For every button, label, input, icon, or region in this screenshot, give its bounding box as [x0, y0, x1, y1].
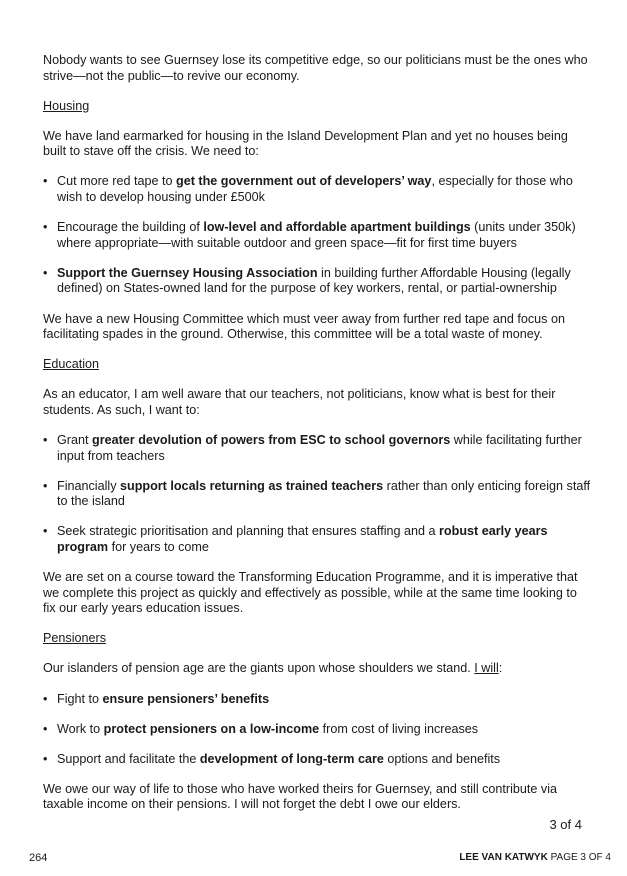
- bullet-icon: •: [43, 265, 48, 280]
- page-indicator: 3 of 4: [549, 817, 582, 832]
- list-item: • Grant greater devolution of powers from ESC to school governors while facilitating further input from teachers: [43, 433, 582, 463]
- housing-bullet-list: [43, 174, 591, 297]
- bullet-icon: •: [43, 721, 48, 736]
- bullet-icon: •: [43, 478, 48, 493]
- housing-heading: Housing: [43, 98, 90, 113]
- list-item: • Fight to ensure pensioners’ benefits: [43, 691, 270, 706]
- education-closing: We are set on a course toward the Transforming Education Programme, and it is imperative that we complete this project as quickly and effectively as possible, while at the same time looking to fix our early years education issues.: [43, 570, 578, 616]
- list-item: • Encourage the building of low-level and affordable apartment buildings (units under 350k) where appropriate—with suitable outdoor and green space—fit for first time buyers: [43, 220, 576, 250]
- housing-closing: We have a new Housing Committee which must veer away from further red tape and focus on facilitating spades in the ground. Otherwise, this committee will be a total waste of money.: [43, 311, 565, 342]
- list-item: • Support the Guernsey Housing Association in building further Affordable Housing (legally defined) on States-owned land for the purpose of key workers, rental, or partial-ownership: [43, 265, 571, 296]
- education-heading: Education: [43, 357, 100, 372]
- list-item: • Work to protect pensioners on a low-income from cost of living increases: [43, 721, 479, 736]
- bullet-icon: •: [43, 433, 48, 447]
- pensioners-bullet-list: [43, 692, 591, 768]
- pensioners-heading: Pensioners: [43, 631, 107, 646]
- bullet-icon: •: [43, 691, 48, 706]
- bullet-icon: •: [43, 220, 48, 235]
- list-item: • Seek strategic prioritisation and planning that ensures staffing and a robust early years program for years to come: [43, 524, 548, 554]
- manifesto-body: [43, 53, 591, 828]
- pensioners-intro: Our islanders of pension age are the giants upon whose shoulders we stand. I will:: [43, 661, 503, 676]
- bullet-icon: •: [43, 524, 48, 539]
- bullet-icon: •: [43, 174, 48, 189]
- footer-author-name: LEE VAN KATWYK: [459, 852, 548, 863]
- pensioners-closing: We owe our way of life to those who have worked theirs for Guernsey, and still contribute via taxable income on their pensions. I will not forget the debt I owe our elders.: [43, 781, 558, 812]
- footer-page-number: 264: [29, 852, 48, 864]
- education-intro: As an educator, I am well aware that our teachers, not politicians, know what is best for their students. As such, I want to:: [43, 387, 556, 417]
- intro-paragraph: Nobody wants to see Guernsey lose its competitive edge, so our politicians must be the ones who strive—not the public—to revive our economy.: [43, 53, 588, 83]
- housing-intro: We have land earmarked for housing in the Island Development Plan and yet no houses being built to stave off the crisis. We need to:: [43, 128, 568, 159]
- list-item: • Support and facilitate the development of long-term care options and benefits: [43, 751, 501, 766]
- footer-label: [459, 852, 611, 863]
- list-item: • Cut more red tape to get the government out of developers’ way, especially for those who wish to develop housing under £500k: [43, 174, 573, 205]
- bullet-icon: •: [43, 751, 48, 766]
- list-item: • Financially support locals returning as trained teachers rather than only enticing foreign staff to the island: [43, 478, 591, 509]
- education-bullet-list: [43, 433, 591, 556]
- footer-page-label: PAGE 3 OF 4: [547, 852, 611, 863]
